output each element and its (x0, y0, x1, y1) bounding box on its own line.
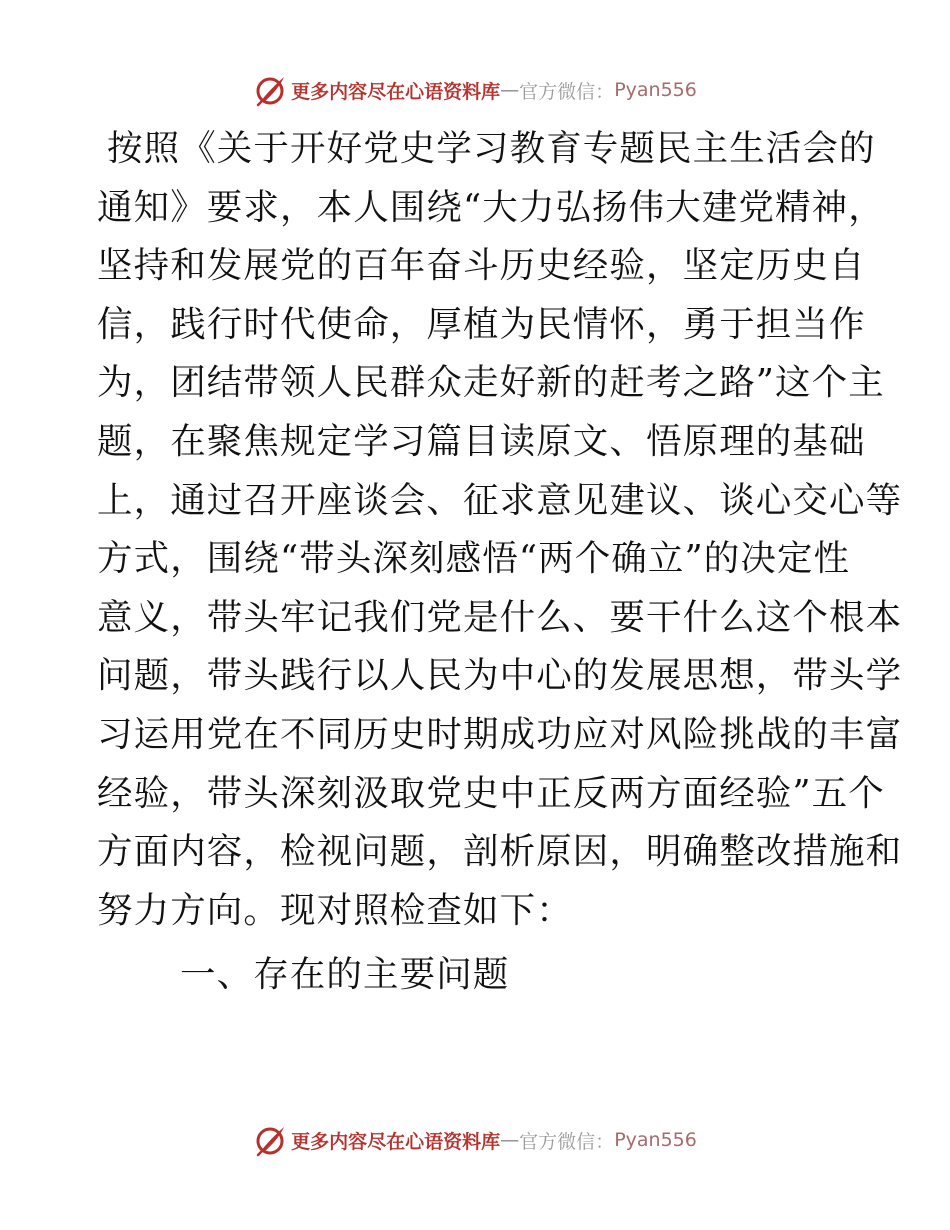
body-line: 通知》要求，本人围绕“大力弘扬伟大建党精神， (97, 186, 885, 228)
watermark-wechat-id: Pyan556 (614, 79, 697, 101)
document-body (97, 120, 903, 940)
body-line: 坚持和发展党的百年奋斗历史经验，坚定历史自 (97, 245, 866, 287)
watermark-dash: — (500, 1129, 520, 1151)
watermark-lead-text: 更多内容尽在心语资料库 (291, 1130, 501, 1153)
watermark-tail-text: 官方微信： (519, 80, 615, 103)
body-line: 意义，带头牢记我们党是什么、要干什么这个根本 (97, 596, 903, 638)
body-line: 方式，围绕“带头深刻感悟“两个确立”的决定性 (97, 538, 851, 580)
section-heading: 一、存在的主要问题 (180, 954, 510, 995)
body-line: 方面内容，检视问题，剖析原因，明确整改措施和 (97, 831, 903, 873)
quill-pen-logo-icon (253, 1123, 287, 1157)
body-line: 题，在聚焦规定学习篇目读原文、悟原理的基础 (97, 420, 866, 462)
body-line: 为，团结带领人民群众走好新的赶考之路”这个主 (97, 362, 885, 404)
watermark-tail-text: 官方微信： (519, 1130, 615, 1153)
body-line: 上，通过召开座谈会、征求意见建议、谈心交心等 (97, 479, 903, 521)
body-line: 经验，带头深刻汲取党史中正反两方面经验”五个 (97, 772, 885, 814)
body-line: 问题，带头践行以人民为中心的发展思想，带头学 (97, 655, 903, 697)
watermark-footer (0, 1120, 950, 1160)
watermark-dash: — (500, 79, 520, 101)
body-line: 按照《关于开好党史学习教育专题民主生活会的 (107, 128, 876, 169)
watermark-lead-text: 更多内容尽在心语资料库 (291, 80, 501, 103)
watermark-header (0, 70, 950, 110)
quill-pen-logo-icon (253, 73, 287, 107)
body-line: 信，践行时代使命，厚植为民情怀，勇于担当作 (97, 303, 866, 345)
watermark-wechat-id: Pyan556 (614, 1129, 697, 1151)
body-line: 习运用党在不同历史时期成功应对风险挑战的丰富 (97, 713, 903, 755)
body-line: 努力方向。现对照检查如下： (97, 889, 573, 931)
